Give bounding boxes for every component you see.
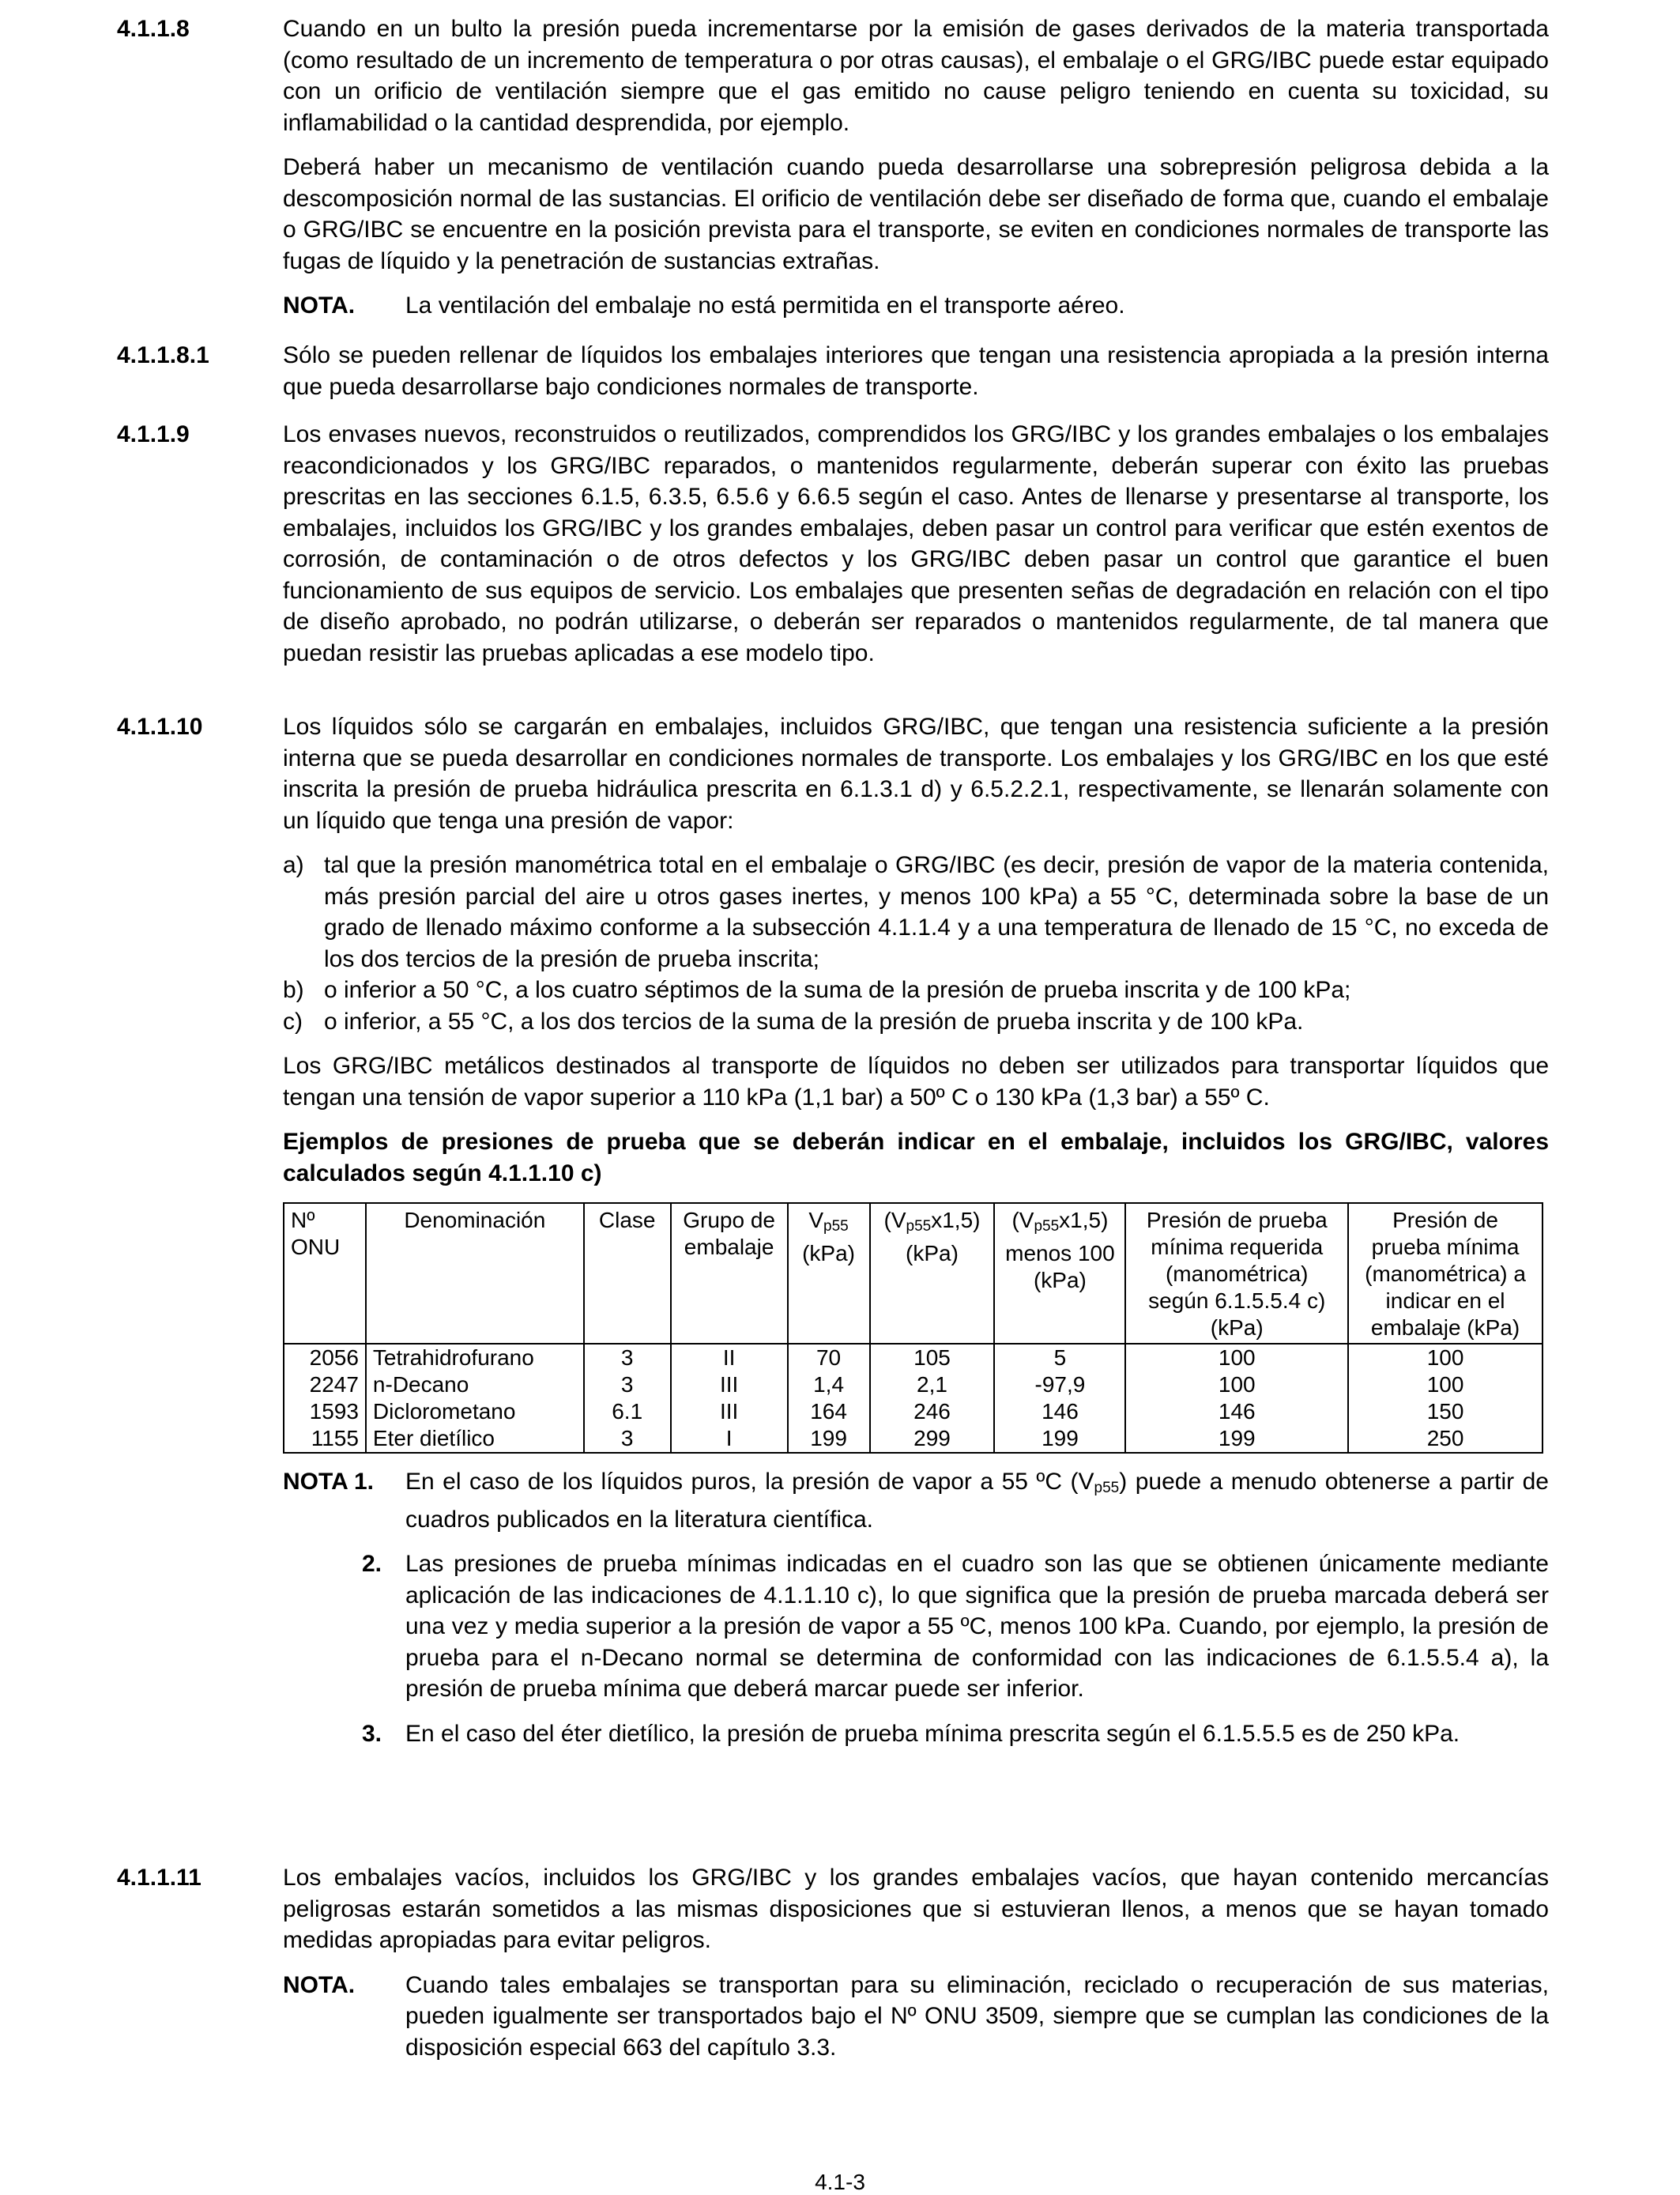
cell-onu: 2247 <box>284 1371 366 1398</box>
cell-vp55x15: 246 <box>870 1398 995 1425</box>
page-number: 4.1-3 <box>815 2170 865 2194</box>
note-text: Las presiones de prueba mínimas indicadas en el cuadro son las que se obtienen únicamente mediante aplicación de las indicaciones de 4.1.1.10 c), lo que significa que la presión de prueba marcada deberá ser una vez y media superior a la presión de vapor a 55 ºC, menos 100 kPa. Cuando, por ejemplo, la presión de prueba para el n-Decano normal se determina de conformidad con las indicaciones de 6.1.5.5.4 a), la presión de prueba mínima que deberá marcar puede ser inferior. <box>405 1551 1549 1702</box>
cell-clase: 6.1 <box>584 1398 671 1425</box>
header-presion-indicar: Presión de prueba mínima (manométrica) a indicar en el embalaje (kPa) <box>1348 1203 1543 1344</box>
section-number: 4.1.1.8 <box>117 16 190 42</box>
list-item-text: o inferior, a 55 °C, a los dos tercios de la suma de la presión de prueba inscrita y de 100 kPa. <box>324 1008 1304 1035</box>
note <box>283 1970 1549 2064</box>
header-text: x1,5) <box>931 1208 981 1232</box>
note-label: NOTA. <box>283 292 356 319</box>
table-row <box>284 1344 1543 1371</box>
note-label: NOTA 1. <box>283 1469 375 1495</box>
cell-vp55: 199 <box>788 1425 870 1453</box>
list-marker: b) <box>283 977 304 1003</box>
section-number: 4.1.1.8.1 <box>117 342 209 368</box>
subscript: p55 <box>1034 1218 1060 1235</box>
subscript: p55 <box>906 1218 932 1235</box>
note-text-part: En el caso de los líquidos puros, la presión de vapor a 55 ºC (V <box>405 1469 1094 1495</box>
subscript: p55 <box>823 1218 849 1235</box>
cell-denominacion: Tetrahidrofurano <box>366 1344 584 1371</box>
section-number: 4.1.1.10 <box>117 714 203 740</box>
note-text <box>405 1466 1549 1535</box>
table-row <box>284 1371 1543 1398</box>
cell-requerida: 100 <box>1125 1371 1348 1398</box>
paragraph: Cuando en un bulto la presión pueda incrementarse por la emisión de gases derivados de la materia transportada (como resultado de un incremento de temperatura o por otras causas), el embalaje o el GRG/IBC puede estar equipado con un orificio de ventilación siempre que el gas emitido no cause peligro teniendo en cuenta su toxicidad, su inflamabilidad o la cantidad desprendida, por ejemplo. <box>283 16 1549 136</box>
table-caption: Ejemplos de presiones de prueba que se deberán indicar en el embalaje, incluidos los GRG/IBC, valores calculados según 4.1.1.10 c) <box>283 1129 1549 1186</box>
note-label: NOTA. <box>283 1971 356 1998</box>
cell-indicar: 250 <box>1348 1425 1543 1453</box>
header-presion-requerida: Presión de prueba mínima requerida (manométrica) según 6.1.5.5.4 c) (kPa) <box>1125 1203 1348 1344</box>
cell-requerida: 146 <box>1125 1398 1348 1425</box>
cell-requerida: 199 <box>1125 1425 1348 1453</box>
cell-grupo: I <box>671 1425 788 1453</box>
cell-clase: 3 <box>584 1344 671 1371</box>
header-text: (V <box>883 1208 906 1232</box>
list-marker: a) <box>283 852 304 878</box>
paragraph: Sólo se pueden rellenar de líquidos los embalajes interiores que tengan una resistencia apropiada a la presión interna que pueda desarrollarse bajo condiciones normales de transporte. <box>283 342 1549 400</box>
paragraph: Los envases nuevos, reconstruidos o reutilizados, comprendidos los GRG/IBC y los grandes embalajes o los embalajes reacondicionados y los GRG/IBC reparados, o mantenidos regularmente, deberán superar con éxito las pruebas prescritas en las secciones 6.1.5, 6.3.5, 6.5.6 y 6.6.5 según el caso. Antes de llenarse y presentarse al transporte, los embalajes, incluidos los GRG/IBC y los grandes embalajes, deben pasar un control para verificar que estén exentos de corrosión, de contaminación o de otros defectos y los GRG/IBC deben pasar un control que garantice el buen funcionamiento de sus equipos de servicio. Los embalajes que presenten señas de degradación en relación con el tipo de diseño aprobado, no podrán utilizarse, o deberán ser reparados o mantenidos regularmente, de tal manera que puedan resistir las pruebas aplicadas a ese modelo tipo. <box>283 421 1549 666</box>
cell-minus-100: -97,9 <box>994 1371 1125 1398</box>
paragraph: Los GRG/IBC metálicos destinados al transporte de líquidos no deben ser utilizados para transportar líquidos que tengan una tensión de vapor superior a 110 kPa (1,1 bar) a 50º C o 130 kPa (1,3 bar) a 55º C. <box>283 1053 1549 1111</box>
cell-vp55: 1,4 <box>788 1371 870 1398</box>
cell-requerida: 100 <box>1125 1344 1348 1371</box>
test-pressure-table <box>283 1202 1543 1454</box>
cell-denominacion: n-Decano <box>366 1371 584 1398</box>
cell-vp55: 164 <box>788 1398 870 1425</box>
section-number: 4.1.1.9 <box>117 421 190 447</box>
header-grupo: Grupo de embalaje <box>671 1203 788 1344</box>
table-row <box>284 1425 1543 1453</box>
header-text: V <box>808 1208 824 1232</box>
cell-vp55x15: 2,1 <box>870 1371 995 1398</box>
list-item <box>283 1006 1549 1038</box>
list-marker: c) <box>283 1008 303 1035</box>
header-unit: (kPa) <box>802 1241 856 1265</box>
section-4-1-1-9 <box>117 419 1549 682</box>
cell-grupo: III <box>671 1398 788 1425</box>
section-number: 4.1.1.11 <box>117 1865 202 1891</box>
header-vp55 <box>788 1203 870 1344</box>
cell-grupo: II <box>671 1344 788 1371</box>
cell-vp55: 70 <box>788 1344 870 1371</box>
paragraph: Los líquidos sólo se cargarán en embalajes, incluidos GRG/IBC, que tengan una resistencia suficiente a la presión interna que se pueda desarrollar en condiciones normales de transporte. Los embalajes y los GRG/IBC en los que esté inscrita la presión de prueba hidráulica prescrita en 6.1.3.1 d) y 6.5.2.2.1, respectivamente, se llenarán solamente con un líquido que tenga una presión de vapor: <box>283 714 1549 834</box>
note-text: En el caso del éter dietílico, la presión de prueba mínima prescrita según el 6.1.5.5.5 es de 250 kPa. <box>405 1720 1460 1747</box>
header-vp55-minus-100 <box>994 1203 1125 1344</box>
note-3 <box>283 1718 1549 1750</box>
subscript: p55 <box>1094 1480 1120 1496</box>
note-1 <box>283 1466 1549 1535</box>
cell-denominacion: Eter dietílico <box>366 1425 584 1453</box>
paragraph: Deberá haber un mecanismo de ventilación cuando pueda desarrollarse una sobrepresión peligrosa debida a la descomposición normal de las sustancias. El orificio de ventilación debe ser diseñado de forma que, cuando el embalaje o GRG/IBC se encuentre en la posición prevista para el transporte, se eviten en condiciones normales de transporte las fugas de líquido y la penetración de sustancias extrañas. <box>283 154 1549 274</box>
cell-vp55x15: 299 <box>870 1425 995 1453</box>
header-vp55x15 <box>870 1203 995 1344</box>
header-denominacion: Denominación <box>366 1203 584 1344</box>
cell-minus-100: 5 <box>994 1344 1125 1371</box>
list-item <box>283 975 1549 1006</box>
cell-onu: 2056 <box>284 1344 366 1371</box>
header-text: menos 100 (kPa) <box>1005 1241 1115 1292</box>
section-4-1-1-10 <box>117 711 1549 1763</box>
cell-grupo: III <box>671 1371 788 1398</box>
paragraph: Los embalajes vacíos, incluidos los GRG/IBC y los grandes embalajes vacíos, que hayan contenido mercancías peligrosas estarán sometidos a las mismas disposiciones que si estuvieran llenos, a menos que se hayan tomado medidas apropiadas para evitar peligros. <box>283 1865 1549 1953</box>
header-text: x1,5) <box>1059 1208 1109 1232</box>
condition-list <box>283 850 1549 1037</box>
cell-indicar: 100 <box>1348 1371 1543 1398</box>
section-4-1-1-8-1 <box>117 340 1549 416</box>
note-label: 2. <box>362 1551 382 1577</box>
header-clase: Clase <box>584 1203 671 1344</box>
section-4-1-1-8 <box>117 13 1549 335</box>
cell-denominacion: Diclorometano <box>366 1398 584 1425</box>
cell-clase: 3 <box>584 1425 671 1453</box>
note <box>283 290 1549 322</box>
cell-minus-100: 199 <box>994 1425 1125 1453</box>
list-item <box>283 850 1549 975</box>
header-onu: Nº ONU <box>284 1203 366 1344</box>
note-text: Cuando tales embalajes se transportan para su eliminación, reciclado o recuperación de sus materias, pueden igualmente ser transportados bajo el Nº ONU 3509, siempre que se cumplan las condiciones de la disposición especial 663 del capítulo 3.3. <box>405 1971 1549 2061</box>
cell-indicar: 100 <box>1348 1344 1543 1371</box>
note-text: La ventilación del embalaje no está permitida en el transporte aéreo. <box>405 292 1125 319</box>
cell-clase: 3 <box>584 1371 671 1398</box>
note-text-part: ) puede a menudo obtenerse a partir de cuadros publicados en la literatura científica. <box>405 1469 1549 1533</box>
list-item-text: o inferior a 50 °C, a los cuatro séptimos de la suma de la presión de prueba inscrita y de 100 kPa; <box>324 977 1351 1003</box>
cell-indicar: 150 <box>1348 1398 1543 1425</box>
table-row <box>284 1398 1543 1425</box>
cell-onu: 1593 <box>284 1398 366 1425</box>
list-item-text: tal que la presión manométrica total en el embalaje o GRG/IBC (es decir, presión de vapor de la materia contenida, más presión parcial del aire u otros gases inertes, y menos 100 kPa) a 55 °C, determinada sobre la base de un grado de llenado máximo conforme a la subsección 4.1.1.4 y a una temperatura de llenado de 15 °C, no exceda de los dos tercios de la presión de prueba inscrita; <box>324 852 1549 972</box>
cell-vp55x15: 105 <box>870 1344 995 1371</box>
header-text: (V <box>1011 1208 1034 1232</box>
note-label: 3. <box>362 1720 382 1747</box>
cell-minus-100: 146 <box>994 1398 1125 1425</box>
header-unit: (kPa) <box>906 1241 959 1265</box>
cell-onu: 1155 <box>284 1425 366 1453</box>
section-4-1-1-11 <box>117 1862 1549 2076</box>
note-2 <box>283 1548 1549 1705</box>
